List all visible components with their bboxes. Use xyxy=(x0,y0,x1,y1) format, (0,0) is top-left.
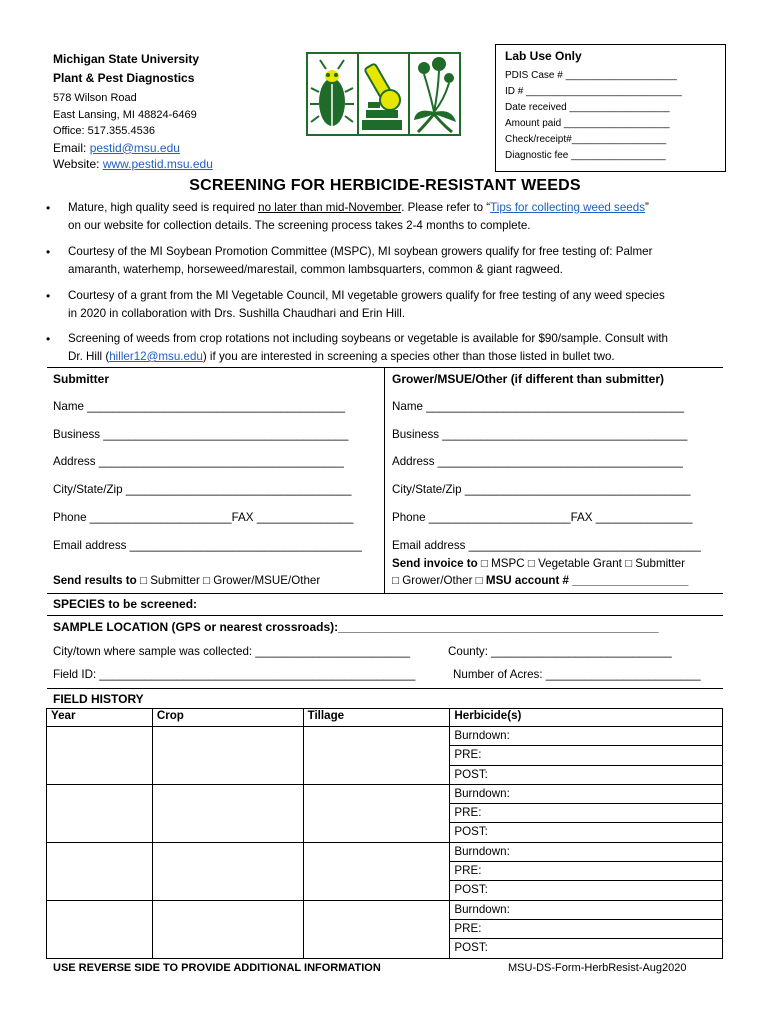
bullet-dot: • xyxy=(46,201,51,215)
lab-use-title: Lab Use Only xyxy=(505,49,582,63)
msu-account-field[interactable]: MSU account # __________________ xyxy=(485,574,689,587)
email-line xyxy=(53,140,213,156)
bullet-4-text-end: ) if you are interested in screening a species other than those listed in bullet two. xyxy=(202,350,615,363)
grower-name-field[interactable]: Name ________________________________________ xyxy=(392,400,685,413)
bullet-2 xyxy=(46,243,748,279)
office-phone: Office: 517.355.4536 xyxy=(53,125,155,137)
divider xyxy=(47,367,723,368)
herbicide-cell[interactable] xyxy=(450,842,723,900)
burndown-field[interactable]: Burndown: xyxy=(454,902,510,916)
divider xyxy=(47,688,723,689)
form-id: MSU-DS-Form-HerbResist-Aug2020 xyxy=(508,962,687,974)
pre-field[interactable]: PRE: xyxy=(450,861,722,880)
submitter-address-field[interactable]: Address ______________________________________ xyxy=(53,455,344,468)
website-label: Website: xyxy=(53,156,103,171)
send-invoice-options[interactable] xyxy=(392,557,685,570)
tillage-cell[interactable] xyxy=(303,727,450,785)
bullet-dot: • xyxy=(46,332,51,346)
bullet-3-line-2: in 2020 in collaboration with Drs. Sushilla Chaudhari and Erin Hill. xyxy=(68,307,406,320)
tillage-cell[interactable] xyxy=(303,842,450,900)
submitter-name-field[interactable]: Name ________________________________________ xyxy=(53,400,346,413)
submitter-email-field[interactable]: Email address ____________________________________ xyxy=(53,539,362,552)
herbicide-cell[interactable] xyxy=(450,784,723,842)
email-link[interactable]: pestid@msu.edu xyxy=(89,140,180,155)
table-row xyxy=(47,784,723,842)
org-block xyxy=(53,50,213,172)
pdis-case-field[interactable]: PDIS Case # ____________________ xyxy=(505,70,677,81)
bullet-3-line-1: Courtesy of a grant from the MI Vegetable Council, MI vegetable growers qualify for free testing of any weed species xyxy=(68,289,665,302)
bullet-dot: • xyxy=(46,289,51,303)
org-name: Michigan State University xyxy=(53,52,200,66)
sample-city-field[interactable]: City/town where sample was collected: ________________________ xyxy=(53,645,411,658)
post-field[interactable]: POST: xyxy=(450,765,722,784)
grower-address-field[interactable]: Address ______________________________________ xyxy=(392,455,683,468)
send-invoice-label: Send invoice to xyxy=(392,557,478,570)
address-line-1: 578 Wilson Road xyxy=(53,92,137,104)
bullet-1 xyxy=(46,199,748,235)
table-header-row xyxy=(47,709,723,727)
submitter-heading: Submitter xyxy=(53,372,110,386)
pre-field[interactable]: PRE: xyxy=(450,745,722,764)
amount-paid-field[interactable]: Amount paid ___________________ xyxy=(505,118,670,129)
table-row xyxy=(47,900,723,958)
page-title: SCREENING FOR HERBICIDE-RESISTANT WEEDS xyxy=(189,177,581,194)
id-field[interactable]: ID # ____________________________ xyxy=(505,86,682,97)
grower-heading: Grower/MSUE/Other (if different than submitter) xyxy=(392,372,665,386)
grower-phone-fax-field[interactable]: Phone ______________________FAX _______________ xyxy=(392,511,693,524)
acres-field[interactable]: Number of Acres: ________________________ xyxy=(453,668,701,681)
field-history-table xyxy=(46,708,723,959)
submitter-business-field[interactable]: Business ______________________________________ xyxy=(53,428,349,441)
table-row xyxy=(47,727,723,785)
lab-use-box xyxy=(495,44,726,172)
tillage-cell[interactable] xyxy=(303,784,450,842)
post-field[interactable]: POST: xyxy=(450,938,722,957)
crop-cell[interactable] xyxy=(152,900,303,958)
bullet-2-line-2: amaranth, waterhemp, horseweed/marestail, common lambsquarters, common & giant ragweed. xyxy=(68,263,563,276)
tips-link[interactable]: Tips for collecting weed seeds xyxy=(490,201,645,214)
field-history-heading: FIELD HISTORY xyxy=(53,692,144,706)
bullet-1-line-2: on our website for collection details. The screening process takes 2-4 months to complete. xyxy=(68,219,531,232)
field-id-field[interactable]: Field ID: _________________________________________________ xyxy=(53,668,416,681)
send-invoice-checkboxes[interactable]: □ MSPC □ Vegetable Grant □ Submitter xyxy=(477,557,685,570)
grower-city-field[interactable]: City/State/Zip ___________________________________ xyxy=(392,483,691,496)
invoice-options-line-2[interactable] xyxy=(392,574,688,587)
table-row xyxy=(47,842,723,900)
post-field[interactable]: POST: xyxy=(450,880,722,899)
check-receipt-field[interactable]: Check/receipt#_________________ xyxy=(505,134,667,145)
grower-business-field[interactable]: Business ______________________________________ xyxy=(392,428,688,441)
col-herbicides: Herbicide(s) xyxy=(450,709,723,727)
website-link[interactable]: www.pestid.msu.edu xyxy=(102,156,213,171)
burndown-field[interactable]: Burndown: xyxy=(454,729,510,742)
footer-note: USE REVERSE SIDE TO PROVIDE ADDITIONAL INFORMATION xyxy=(53,962,381,974)
col-tillage: Tillage xyxy=(303,709,450,727)
year-cell[interactable] xyxy=(47,900,153,958)
submitter-phone-fax-field[interactable]: Phone ______________________FAX _______________ xyxy=(53,511,354,524)
bullet-1-quote-close: ” xyxy=(645,201,649,214)
send-results-options[interactable] xyxy=(53,574,320,587)
crop-cell[interactable] xyxy=(152,842,303,900)
herbicide-cell[interactable] xyxy=(450,900,723,958)
crop-cell[interactable] xyxy=(152,784,303,842)
col-crop: Crop xyxy=(152,709,303,727)
email-label: Email: xyxy=(53,140,90,155)
bullet-2-line-1: Courtesy of the MI Soybean Promotion Committee (MSPC), MI soybean growers qualify for free testing of: Palmer xyxy=(68,245,653,258)
divider xyxy=(47,615,723,616)
date-received-field[interactable]: Date received __________________ xyxy=(505,102,670,113)
pre-field[interactable]: PRE: xyxy=(450,919,722,938)
submitter-city-field[interactable]: City/State/Zip ___________________________________ xyxy=(53,483,352,496)
crop-cell[interactable] xyxy=(152,727,303,785)
bullet-4-line-1: Screening of weeds from crop rotations not including soybeans or vegetable is available for $90/sample. Consult with xyxy=(68,332,668,345)
tillage-cell[interactable] xyxy=(303,900,450,958)
website-line xyxy=(53,156,213,172)
bullet-1-text: Mature, high quality seed is required xyxy=(68,201,259,214)
bullet-4-text: Dr. Hill ( xyxy=(68,350,110,363)
address-line-2: East Lansing, MI 48824-6469 xyxy=(53,108,197,121)
herbicide-cell[interactable] xyxy=(450,727,723,785)
grower-other-checkbox[interactable]: □ Grower/Other □ xyxy=(392,574,486,587)
hill-email-link[interactable]: hiller12@msu.edu xyxy=(109,350,203,363)
msu-diagnostics-logo xyxy=(306,52,461,136)
county-field[interactable]: County: ____________________________ xyxy=(448,645,672,658)
burndown-field[interactable]: Burndown: xyxy=(454,786,510,800)
bullet-dot: • xyxy=(46,245,51,259)
pre-field[interactable]: PRE: xyxy=(450,803,722,822)
bullet-3 xyxy=(46,287,748,323)
species-label: SPECIES to be screened: xyxy=(53,597,198,611)
send-results-checkboxes[interactable]: □ Submitter □ Grower/MSUE/Other xyxy=(136,574,321,587)
grower-email-field[interactable]: Email address ____________________________________ xyxy=(392,539,701,552)
divider xyxy=(47,593,723,594)
diagnostic-fee-field[interactable]: Diagnostic fee _________________ xyxy=(505,150,666,161)
bullet-4 xyxy=(46,330,748,366)
sample-location-field[interactable]: SAMPLE LOCATION (GPS or nearest crossroads):________________________________________________ xyxy=(53,620,659,634)
burndown-field[interactable]: Burndown: xyxy=(454,844,510,858)
bullet-1-text-mid: . Please refer to “ xyxy=(401,201,491,214)
year-cell[interactable] xyxy=(47,784,153,842)
send-results-label: Send results to xyxy=(53,574,137,587)
org-department: Plant & Pest Diagnostics xyxy=(53,71,195,85)
col-year: Year xyxy=(47,709,153,727)
deadline-text: no later than mid-November xyxy=(258,201,402,214)
year-cell[interactable] xyxy=(47,842,153,900)
post-field[interactable]: POST: xyxy=(450,822,722,841)
year-cell[interactable] xyxy=(47,727,153,785)
column-divider xyxy=(384,367,385,593)
